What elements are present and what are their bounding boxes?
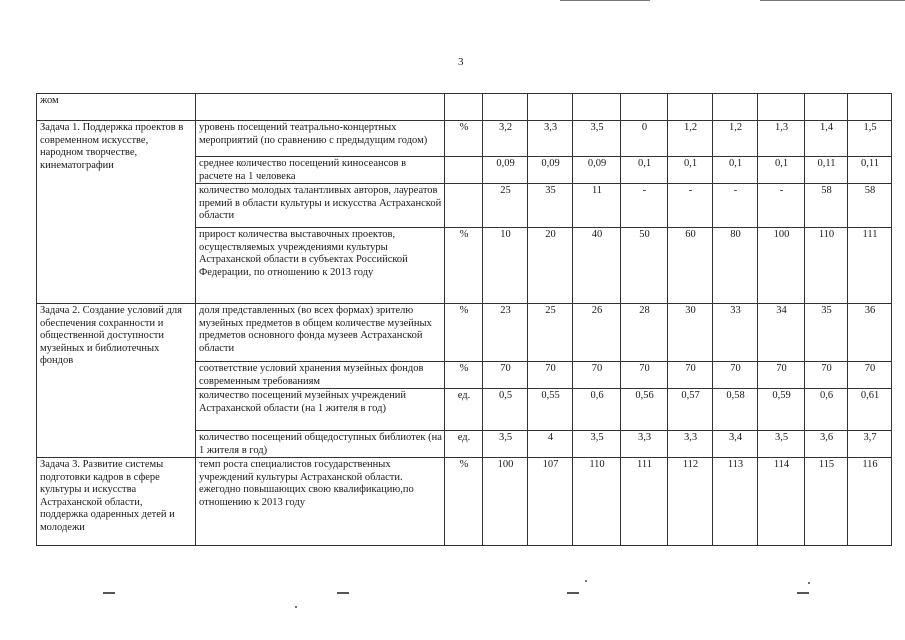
value-cell: 3,6: [805, 431, 848, 458]
unit-cell: %: [445, 458, 483, 546]
value-cell: 111: [848, 228, 892, 304]
unit-cell: %: [445, 362, 483, 389]
value-cell: 1,5: [848, 121, 892, 157]
value-cell: 3,5: [483, 431, 528, 458]
scan-mark: [295, 606, 297, 608]
value-cell: 60: [668, 228, 713, 304]
value-cell: 3,5: [758, 431, 805, 458]
unit-cell: %: [445, 228, 483, 304]
value-cell: 0,59: [758, 389, 805, 431]
value-cell: 0,6: [805, 389, 848, 431]
scan-top-line: [760, 0, 905, 1]
page-number: 3: [458, 56, 464, 68]
value-cell: 0,56: [621, 389, 668, 431]
value-cell: 1,2: [713, 121, 758, 157]
value-cell: 58: [848, 184, 892, 228]
value-cell: 110: [805, 228, 848, 304]
value-cell: 0,6: [573, 389, 621, 431]
value-cell: 0,58: [713, 389, 758, 431]
value-cell: 0,1: [758, 157, 805, 184]
scan-mark: [585, 580, 587, 582]
value-cell: 0,61: [848, 389, 892, 431]
value-cell: 100: [483, 458, 528, 546]
value-cell: 26: [573, 304, 621, 362]
value-cell: 36: [848, 304, 892, 362]
value-cell: 0,1: [668, 157, 713, 184]
value-cell: 112: [668, 458, 713, 546]
unit-cell: ед.: [445, 389, 483, 431]
value-cell: 0,57: [668, 389, 713, 431]
value-cell: -: [758, 184, 805, 228]
value-cell: 70: [528, 362, 573, 389]
value-cell: 80: [713, 228, 758, 304]
scan-top-line: [560, 0, 650, 1]
value-cell: 70: [805, 362, 848, 389]
value-cell: 115: [805, 458, 848, 546]
table-row: [37, 304, 892, 362]
unit-cell: %: [445, 121, 483, 157]
value-cell: 23: [483, 304, 528, 362]
value-cell: 33: [713, 304, 758, 362]
scan-mark: [567, 592, 579, 594]
value-cell: 0,09: [483, 157, 528, 184]
value-cell: 0,5: [483, 389, 528, 431]
value-cell: 3,3: [621, 431, 668, 458]
value-cell: 25: [483, 184, 528, 228]
value-cell: 30: [668, 304, 713, 362]
value-cell: 3,2: [483, 121, 528, 157]
scan-mark: [103, 592, 115, 594]
table-row: [37, 121, 892, 157]
value-cell: 100: [758, 228, 805, 304]
value-cell: 111: [621, 458, 668, 546]
value-cell: 70: [573, 362, 621, 389]
value-cell: 11: [573, 184, 621, 228]
value-cell: 110: [573, 458, 621, 546]
value-cell: 34: [758, 304, 805, 362]
unit-cell: [445, 157, 483, 184]
table-row: [37, 458, 892, 546]
indicator-cell: соответствие условий хранения музейных фондов современным требованиям: [196, 362, 445, 389]
value-cell: 4: [528, 431, 573, 458]
task-cell: Задача 3. Развитие системы подготовки кадров в сфере культуры и искусства Астраханской области, поддержка одаренных детей и молодежи: [37, 458, 196, 546]
indicator-cell: количество молодых талантливых авторов, лауреатов премий в области культуры и искусства Астраханской области: [196, 184, 445, 228]
continuation-row: [37, 94, 892, 121]
task-cell: Задача 1. Поддержка проектов в современном искусстве, народном творчестве, кинематографии: [37, 121, 196, 304]
value-cell: -: [713, 184, 758, 228]
value-cell: 107: [528, 458, 573, 546]
unit-cell: [445, 184, 483, 228]
value-cell: 1,3: [758, 121, 805, 157]
value-cell: 3,7: [848, 431, 892, 458]
indicator-cell: темп роста специалистов государственных учреждений культуры Астраханской области. ежегодно повышающих свою квалификацию,по отношению к 2013 году: [196, 458, 445, 546]
value-cell: 0,1: [713, 157, 758, 184]
indicator-cell: среднее количество посещений киносеансов в расчете на 1 человека: [196, 157, 445, 184]
value-cell: 40: [573, 228, 621, 304]
task-cell: жом: [37, 94, 196, 121]
value-cell: 70: [713, 362, 758, 389]
value-cell: 70: [483, 362, 528, 389]
indicator-cell: прирост количества выставочных проектов, осуществляемых учреждениями культуры Астраханской области в субъектах Российской Федерации, по отношению к 2013 году: [196, 228, 445, 304]
indicator-cell: уровень посещений театрально-концертных мероприятий (по сравнению с предыдущим годом): [196, 121, 445, 157]
value-cell: 3,3: [668, 431, 713, 458]
indicator-cell: количество посещений музейных учреждений Астраханской области (на 1 жителя в год): [196, 389, 445, 431]
value-cell: 50: [621, 228, 668, 304]
value-cell: 113: [713, 458, 758, 546]
value-cell: 70: [668, 362, 713, 389]
value-cell: 116: [848, 458, 892, 546]
value-cell: 70: [621, 362, 668, 389]
value-cell: 0: [621, 121, 668, 157]
value-cell: 1,2: [668, 121, 713, 157]
indicator-cell: доля представленных (во всех формах) зрителю музейных предметов в общем количестве музейных предметов основного фонда музеев Астраханской области: [196, 304, 445, 362]
value-cell: 114: [758, 458, 805, 546]
value-cell: 0,11: [848, 157, 892, 184]
value-cell: -: [621, 184, 668, 228]
value-cell: 0,09: [573, 157, 621, 184]
unit-cell: ед.: [445, 431, 483, 458]
value-cell: 28: [621, 304, 668, 362]
value-cell: 0,11: [805, 157, 848, 184]
unit-cell: %: [445, 304, 483, 362]
value-cell: -: [668, 184, 713, 228]
value-cell: 35: [528, 184, 573, 228]
value-cell: 0,1: [621, 157, 668, 184]
scan-mark: [337, 592, 349, 594]
value-cell: 58: [805, 184, 848, 228]
indicators-table: [36, 93, 892, 546]
value-cell: 0,55: [528, 389, 573, 431]
value-cell: 3,3: [528, 121, 573, 157]
value-cell: 70: [758, 362, 805, 389]
value-cell: 35: [805, 304, 848, 362]
value-cell: 10: [483, 228, 528, 304]
value-cell: 3,5: [573, 431, 621, 458]
indicator-cell: количество посещений общедоступных библиотек (на 1 жителя в год): [196, 431, 445, 458]
value-cell: 3,4: [713, 431, 758, 458]
scan-mark: [797, 592, 809, 594]
task-cell: Задача 2. Создание условий для обеспечения сохранности и общественной доступности музейных и библиотечных фондов: [37, 304, 196, 458]
value-cell: 3,5: [573, 121, 621, 157]
scan-mark: [808, 582, 810, 584]
value-cell: 0,09: [528, 157, 573, 184]
value-cell: 1,4: [805, 121, 848, 157]
value-cell: 70: [848, 362, 892, 389]
value-cell: 25: [528, 304, 573, 362]
value-cell: 20: [528, 228, 573, 304]
